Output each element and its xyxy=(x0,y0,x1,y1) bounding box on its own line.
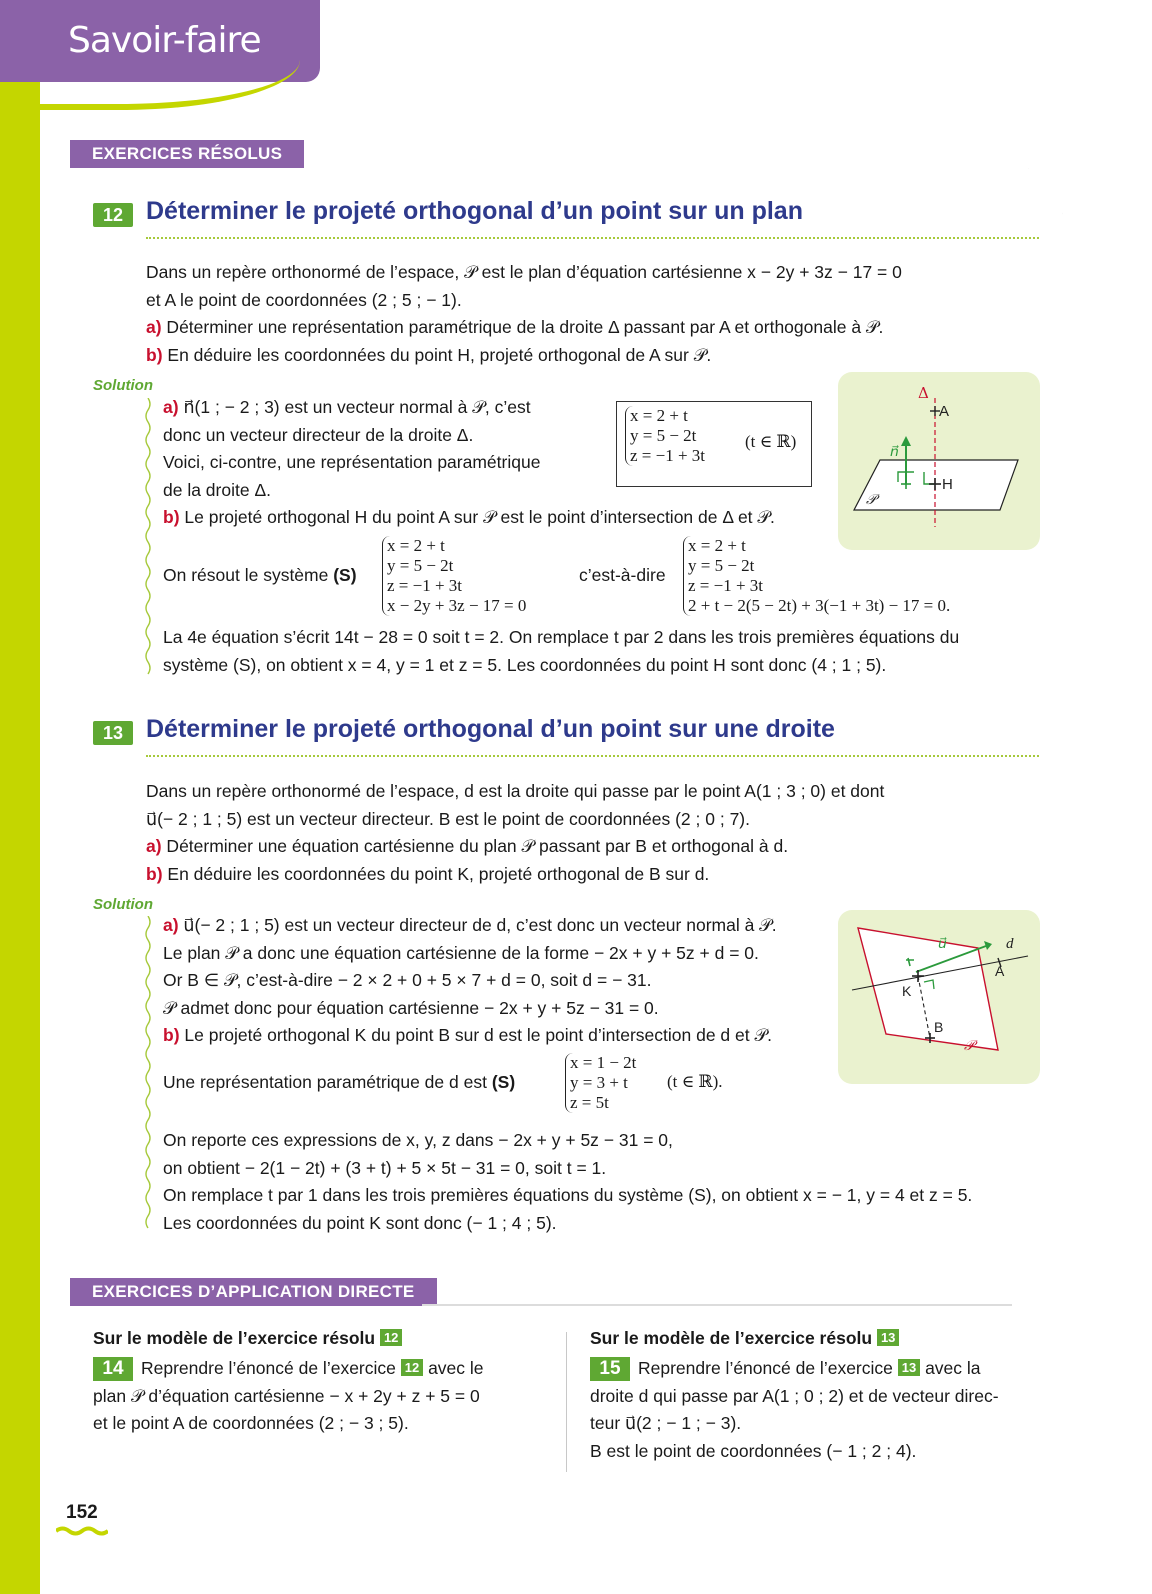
solution-a-line: Voici, ci-contre, une représentation paramétrique xyxy=(163,452,541,472)
column-heading xyxy=(93,1328,548,1349)
system-line: z = 5t xyxy=(570,1093,609,1112)
solution-a-text-13 xyxy=(163,912,823,1050)
ref-badge: 12 xyxy=(401,1359,423,1376)
statement-line: Dans un repère orthonormé de l’espace, 𝒫 est le plan d’équation cartésienne x − 2y + 3z − 17 = 0 xyxy=(146,262,902,282)
solution-label: Solution xyxy=(93,377,153,394)
solution-a-line: donc un vecteur directeur de la droite Δ. xyxy=(163,424,474,445)
side-color-bar xyxy=(0,0,40,1594)
solution-b-text: Le projeté orthogonal H du point A sur 𝒫 est le point d’intersection de Δ et 𝒫. xyxy=(179,507,775,527)
point-k-label: K xyxy=(902,983,912,999)
solution-a-text xyxy=(163,394,595,504)
right-exercise-column xyxy=(590,1328,1045,1465)
solution-a-line: de la droite Δ. xyxy=(163,479,271,500)
delta-label: Δ xyxy=(918,384,929,402)
question-b-text: En déduire les coordonnées du point H, projeté orthogonal de A sur 𝒫. xyxy=(162,344,712,365)
exercise-text: et le point A de coordonnées (2 ; − 3 ; 5). xyxy=(93,1413,409,1433)
solution-a-line: Le plan 𝒫 a donc une équation cartésienne de la forme − 2x + y + 5z + d = 0. xyxy=(163,942,759,963)
system-line: y = 5 − 2t xyxy=(387,556,454,575)
system-line: z = −1 + 3t xyxy=(688,576,764,595)
system-line: y = 5 − 2t xyxy=(630,426,697,445)
system-line: y = 3 + t xyxy=(570,1073,628,1092)
solve-text: On résout le système xyxy=(163,565,334,585)
solution-wave-line xyxy=(143,916,153,1234)
question-a xyxy=(146,314,1046,342)
line-d-label: d xyxy=(1006,936,1014,952)
title-divider xyxy=(146,755,1039,757)
figure-line-projection xyxy=(838,910,1040,1084)
system-name: (S) xyxy=(491,1072,516,1092)
section-tag-direct: EXERCICES D’APPLICATION DIRECTE xyxy=(70,1278,437,1306)
point-b-label: B xyxy=(934,1019,944,1035)
exercise-title-13: Déterminer le projeté orthogonal d’un point sur une droite xyxy=(146,715,835,743)
projection-diagram xyxy=(838,910,1040,1084)
statement-line: u⃗(− 2 ; 1 ; 5) est un vecteur directeur. B est le point de coordonnées (2 ; 0 ; 7). xyxy=(146,808,750,829)
system-line: x = 1 − 2t xyxy=(570,1053,637,1072)
exercise-text: B est le point de coordonnées (− 1 ; 2 ; 4). xyxy=(590,1440,917,1461)
column-heading xyxy=(590,1328,1045,1349)
solution-wave-line xyxy=(143,398,153,680)
tab-swoosh xyxy=(0,60,300,110)
solution-b-text: Le projeté orthogonal K du point B sur d est le point d’intersection de d et 𝒫. xyxy=(179,1025,772,1045)
conclusion-line: La 4e équation s’écrit 14t − 28 = 0 soit t = 2. On remplace t par 2 dans les trois premières équations du xyxy=(163,627,960,647)
param-text: Une représentation paramétrique de d est xyxy=(163,1072,492,1092)
parametric-box xyxy=(616,401,812,487)
solution-a-line: Or B ∈ 𝒫, c’est-à-dire − 2 × 2 + 0 + 5 × 7 + d = 0, soit d = − 31. xyxy=(163,970,652,990)
system-line: x = 2 + t xyxy=(387,536,445,555)
conclusion-line: Les coordonnées du point K sont donc (− 1 ; 4 ; 5). xyxy=(163,1212,557,1233)
label-b: b) xyxy=(163,1025,180,1045)
heading-text: Sur le modèle de l’exercice résolu xyxy=(93,1328,380,1348)
exercise-text: avec le xyxy=(423,1358,484,1378)
solution-a-line: 𝒫 admet donc pour équation cartésienne − 2x + y + 5z − 31 = 0. xyxy=(163,997,659,1018)
label-b: b) xyxy=(146,863,163,884)
label-a: a) xyxy=(163,915,179,935)
exercise-text: Reprendre l’énoncé de l’exercice xyxy=(141,1358,401,1378)
conclusion-line: système (S), on obtient x = 4, y = 1 et z = 5. Les coordonnées du point H sont donc (4 ; 1 ; 5). xyxy=(163,654,887,675)
conclusion-line: on obtient − 2(1 − 2t) + (3 + t) + 5 × 5t − 31 = 0, soit t = 1. xyxy=(163,1157,607,1178)
system-line: x − 2y + 3z − 17 = 0 xyxy=(387,596,527,615)
param-label xyxy=(163,1069,515,1097)
title-divider xyxy=(146,237,1039,239)
conclusion-line: On remplace t par 1 dans les trois premières équations du système (S), on obtient x = − 1, y = 4 et z = 5. xyxy=(163,1185,973,1205)
exercise-13-statement xyxy=(146,778,1046,888)
system-line: y = 5 − 2t xyxy=(688,556,755,575)
system-line: x = 2 + t xyxy=(688,536,746,555)
normal-vector-label: n⃗ xyxy=(890,445,899,460)
parametric-system xyxy=(625,406,705,466)
label-a: a) xyxy=(163,397,179,417)
question-b xyxy=(146,342,1046,370)
solution-label: Solution xyxy=(93,896,153,913)
heading-text: Sur le modèle de l’exercice résolu xyxy=(590,1328,877,1348)
section-tag-resolved: EXERCICES RÉSOLUS xyxy=(70,140,304,168)
statement-line: Dans un repère orthonormé de l’espace, d est la droite qui passe par le point A(1 ; 3 ; 0) et dont xyxy=(146,781,885,801)
exercise-text: droite d qui passe par A(1 ; 0 ; 2) et de vecteur direc- xyxy=(590,1385,999,1406)
plane-label: 𝒫 xyxy=(866,493,877,508)
point-h-label: H xyxy=(942,476,953,493)
parameter-domain: (t ∈ ℝ) xyxy=(745,432,797,451)
ref-badge: 13 xyxy=(877,1329,899,1346)
question-a-text: Déterminer une équation cartésienne du plan 𝒫 passant par B et orthogonal à d. xyxy=(161,836,789,856)
parameter-domain: (t ∈ ℝ). xyxy=(667,1072,723,1091)
system-name: (S) xyxy=(333,565,357,585)
ref-badge: 12 xyxy=(380,1329,402,1346)
solution-conclusion-13 xyxy=(163,1127,1053,1237)
direction-vector-label: u⃗ xyxy=(938,937,947,952)
exercise-title-12: Déterminer le projeté orthogonal d’un point sur un plan xyxy=(146,197,803,225)
system-line: z = −1 + 3t xyxy=(387,576,463,595)
exercise-text: Reprendre l’énoncé de l’exercice xyxy=(638,1358,898,1378)
page-number: 152 xyxy=(66,1502,98,1523)
exercise-text: avec la xyxy=(920,1358,981,1378)
page-title: Savoir-faire xyxy=(68,20,261,61)
point-a-label: A xyxy=(939,403,950,420)
question-a-text: Déterminer une représentation paramétrique de la droite Δ passant par A et orthogonale à 𝒫. xyxy=(161,317,884,337)
exercise-text: teur u⃗(2 ; − 1 ; − 3). xyxy=(590,1413,742,1433)
section-rule xyxy=(422,1304,1012,1306)
label-a: a) xyxy=(146,317,162,337)
point-a-label: A xyxy=(995,963,1005,979)
question-b xyxy=(146,861,1046,889)
system-s-2 xyxy=(683,536,950,616)
conclusion-line: On reporte ces expressions de x, y, z dans − 2x + y + 5z − 31 = 0, xyxy=(163,1130,673,1150)
solution-conclusion-12 xyxy=(163,624,1053,679)
solution-a-line: n⃗(1 ; − 2 ; 3) est un vecteur normal à 𝒫, c’est xyxy=(183,397,531,417)
exercise-number-12: 12 xyxy=(93,203,133,227)
system-line: x = 2 + t xyxy=(630,406,688,425)
exercise-12-statement xyxy=(146,259,1046,369)
solution-a-line: u⃗(− 2 ; 1 ; 5) est un vecteur directeur de d, c’est donc un vecteur normal à 𝒫. xyxy=(178,915,777,935)
system-line: z = −1 + 3t xyxy=(630,446,706,465)
label-b: b) xyxy=(163,507,180,527)
label-a: a) xyxy=(146,836,162,856)
cest-a-dire: c’est-à-dire xyxy=(579,565,666,585)
question-a xyxy=(146,833,1046,861)
label-b: b) xyxy=(146,344,163,365)
ref-badge: 13 xyxy=(898,1359,920,1376)
solution-b-line xyxy=(163,504,1043,532)
solve-label xyxy=(163,562,357,590)
column-divider xyxy=(566,1332,567,1472)
system-s-1 xyxy=(382,536,526,616)
system-s-13 xyxy=(565,1053,636,1113)
exercise-number-14: 14 xyxy=(93,1357,133,1381)
system-line: 2 + t − 2(5 − 2t) + 3(−1 + 3t) − 17 = 0. xyxy=(688,596,951,615)
exercise-text: plan 𝒫 d’équation cartésienne − x + 2y + z + 5 = 0 xyxy=(93,1385,480,1406)
left-exercise-column xyxy=(93,1328,548,1438)
statement-line: et A le point de coordonnées (2 ; 5 ; − 1). xyxy=(146,289,462,310)
page-number-underline xyxy=(56,1526,108,1536)
question-b-text: En déduire les coordonnées du point K, projeté orthogonal de B sur d. xyxy=(162,863,710,884)
plane-label: 𝒫 xyxy=(964,1039,975,1054)
exercise-number-13: 13 xyxy=(93,721,133,745)
exercise-number-15: 15 xyxy=(590,1357,630,1381)
